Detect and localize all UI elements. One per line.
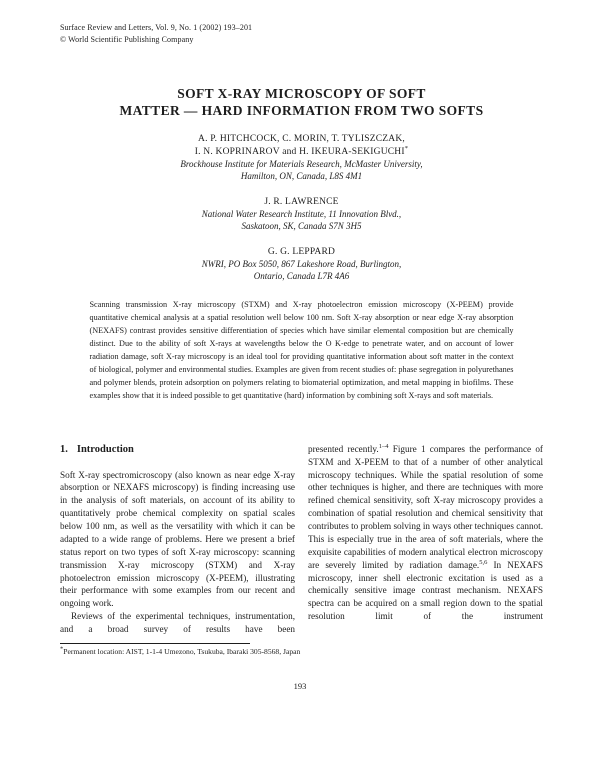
- paper-title-line-2: MATTER — HARD INFORMATION FROM TWO SOFTS: [119, 103, 484, 119]
- journal-copyright-line: © World Scientific Publishing Company: [60, 35, 194, 45]
- author-names-line-2-text: I. N. KOPRINAROV and H. IKEURA-SEKIGUCHI: [194, 147, 405, 158]
- journal-header: [60, 22, 543, 47]
- footnote-block: [60, 643, 543, 657]
- footnote-rule: [60, 643, 250, 644]
- body-paragraph-3: [308, 443, 543, 623]
- author-group-1: [60, 133, 543, 183]
- author-names-line-1: A. P. HITCHCOCK, C. MORIN, T. TYLISZCZAK,: [198, 133, 405, 144]
- abstract: Scanning transmission X-ray microscopy (STXM) and X-ray photoelectron emission microscopy (X-PEEM) provide quantitative chemical analysis at a spatial resolution well below 100 nm. Soft X-ray absorption or near edge X-ray absorption (NEXAFS) contrast provides sensitive differentiation of species which have similar elemental composition but are chemically distinct. Due to the ability of soft X-rays at wavelengths below the O K-edge to penetrate water, and on account of lower radiation damage, soft X-ray microscopy is an ideal tool for providing quantitative information about soft matter in the context of biological, polymer and environmental studies. Examples are given from recent studies of: phase segregation in polyurethanes and polymer blends, protein adsorption on polymers relating to biomaterial optimization, and metal mapping in biofilms. These examples show that it is indeed possible to get quantitative (hard) information by combining soft X-rays and soft materials.: [89, 300, 514, 400]
- body-paragraph-1: Soft X-ray spectromicroscopy (also known as near edge X-ray absorption or NEXAFS microscopy) is finding increasing use in the analysis of soft materials, on account of its ability to quantitatively probe chemical complexity on spatial scales below 100 nm, as well as the versatility with which it can be adapted to a wide range of problems. Here we present a brief status report on two types of soft X-ray microscopy: scanning transmission X-ray microscopy (STXM) and X-ray photoelectron emission microscopy (X-PEEM), illustrating their performance with some examples from our recent and ongoing work.: [60, 469, 295, 609]
- affiliation-1-line-2: Hamilton, ON, Canada, L8S 4M1: [240, 171, 363, 182]
- author-2-name: J. R. LAWRENCE: [264, 196, 339, 207]
- author-group-3: [60, 246, 543, 283]
- paper-title-line-1: SOFT X-RAY MICROSCOPY OF SOFT: [177, 85, 426, 101]
- body-paragraph-3-text-c: In NEXAFS microscopy, inner shell electronic excitation is used as a chemically sensitive image contrast mechanism. NEXAFS spectra can be acquired on a small region down to the spatial resolution limit of the instrument: [308, 559, 543, 622]
- section-title: Introduction: [76, 443, 134, 455]
- footnote-text: [60, 647, 543, 657]
- body-paragraph-3-text-a: presented recently.: [308, 443, 379, 454]
- affiliation-3-line-2: Ontario, Canada L7R 4A6: [253, 270, 350, 281]
- page-number: 193: [293, 681, 307, 691]
- journal-citation-line: Surface Review and Letters, Vol. 9, No. 1 (2002) 193–201: [60, 23, 253, 32]
- reference-superscript-5-6: 5,6: [479, 558, 488, 566]
- author-3-name: G. G. LEPPARD: [267, 246, 336, 257]
- affiliation-2-line-2: Saskatoon, SK, Canada S7N 3H5: [241, 220, 362, 231]
- footnote-content: Permanent location: AIST, 1-1-4 Umezono, Tsukuba, Ibaraki 305-8568, Japan: [63, 646, 301, 656]
- section-heading-introduction: [60, 443, 295, 458]
- author-group-2: [60, 196, 543, 233]
- author-footnote-marker: *: [404, 145, 409, 153]
- footnote-marker: *: [60, 645, 64, 653]
- affiliation-2-line-1: National Water Research Institute, 11 Innovation Blvd.,: [201, 209, 402, 220]
- affiliation-3-line-1: NWRI, PO Box 5050, 867 Lakeshore Road, Burlington,: [201, 258, 402, 269]
- section-number: 1.: [60, 443, 68, 455]
- body-paragraph-3-text-b: Figure 1 compares the performance of STXM and X-PEEM to that of a number of other analytical microscopy techniques. While the spatial resolution of some other techniques is higher, and there are techniques with more refined chemical sensitivity, soft X-ray microscopy provides a combination of spatial resolution and chemical sensitivity that contributes to problem solving in ways other techniques cannot. This is especially true in the area of soft materials, where the exquisite capabilities of modern analytical electron microscopy are severely limited by radiation damage.: [308, 443, 543, 570]
- body-column-right: [308, 443, 543, 636]
- body-paragraph-2: Reviews of the experimental techniques, instrumentation, and a broad survey of results have been: [60, 611, 295, 634]
- body-column-left: [60, 443, 295, 636]
- paper-title: [60, 85, 543, 120]
- body-columns: [60, 443, 543, 636]
- reference-superscript-1-4: 1–4: [378, 442, 389, 450]
- authors-block: [60, 133, 543, 282]
- affiliation-1-line-1: Brockhouse Institute for Materials Research, McMaster University,: [180, 159, 423, 170]
- author-names-line-2: [60, 146, 543, 159]
